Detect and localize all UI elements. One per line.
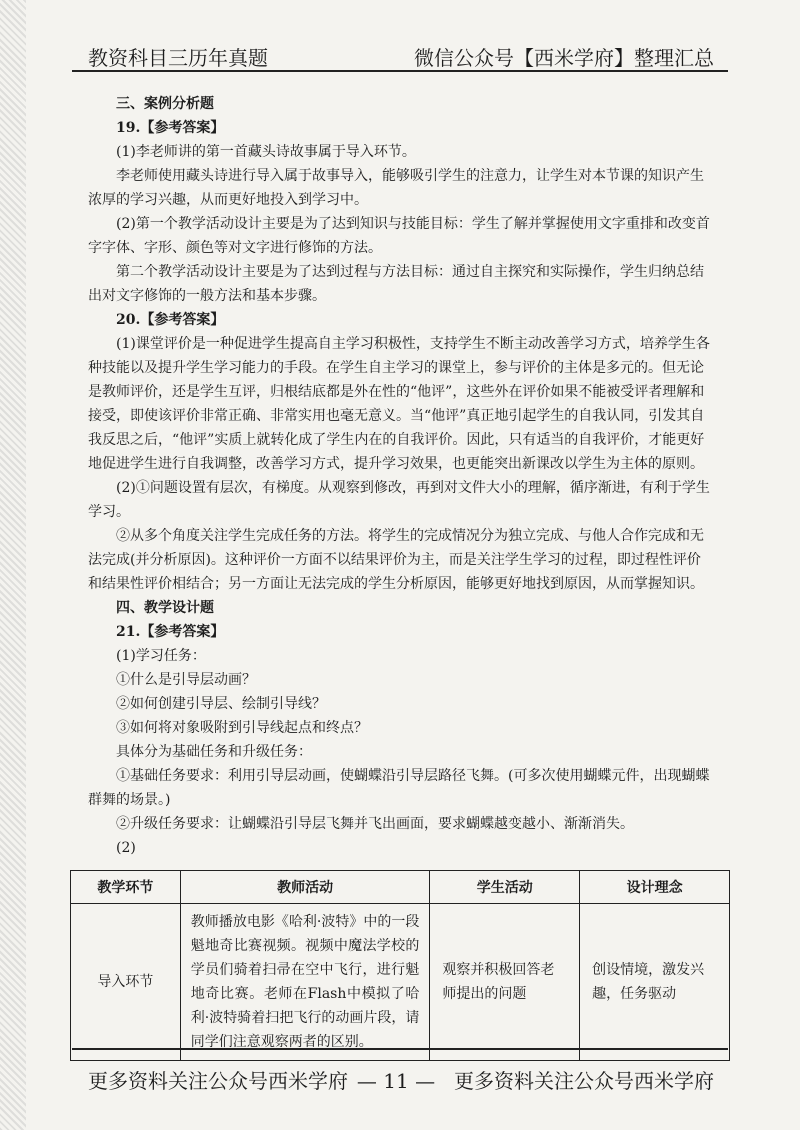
q20-paragraph-1: (1)课堂评价是一种促进学生提高自主学习积极性，支持学生不断主动改善学习方式，培养学生各种技能以及提升学生学习能力的手段。在学生自主学习的课堂上，参与评价的主体是多元的。但无论是教师评价，还是学生互评，归根结底都是外在性的“他评”，这些外在评价如果不能被受评者理解和接受，即使该评价非常正确、非常实用也毫无意义。当“他评”真正地引起学生的自我认同，引发其自我反思之后，“他评”实质上就转化成了学生内在的自我评价。因此，只有适当的自我评价，才能更好地促进学生进行自我调整，改善学习方式，提升学习效果，也更能突出新课改以学生为主体的原则。 xyxy=(88,336,710,472)
footer-right: 更多资料关注公众号西米学府 xyxy=(454,1069,714,1093)
q20-title: 20.【参考答案】 xyxy=(116,312,225,328)
cell-teacher-activity: 教师播放电影《哈利·波特》中的一段魁地奇比赛视频。视频中魔法学校的学员们骑着扫帚在空中飞行，进行魁地奇比赛。老师在Flash中模拟了哈利·波特骑着扫把飞行的动画片段，请同学们注意观察两者的区别。 xyxy=(180,904,430,1061)
section-3-title: 三、案例分析题 xyxy=(116,96,214,112)
page-header xyxy=(88,44,714,72)
q21-paragraph-6: ①基础任务要求：利用引导层动画，使蝴蝶沿引导层路径飞舞。(可多次使用蝴蝶元件，出现蝴蝶群舞的场景。) xyxy=(88,768,710,808)
teaching-design-table xyxy=(70,870,730,1061)
q19-paragraph-4: 第二个教学活动设计主要是为了达到过程与方法目标：通过自主探究和实际操作，学生归纳总结出对文字修饰的一般方法和基本步骤。 xyxy=(88,264,704,304)
col-header-teacher: 教师活动 xyxy=(180,871,430,904)
header-rule xyxy=(72,70,728,72)
page-footer xyxy=(88,1066,714,1096)
col-header-stage: 教学环节 xyxy=(71,871,181,904)
q21-paragraph-3: ②如何创建引导层、绘制引导线？ xyxy=(116,696,326,712)
col-header-student: 学生活动 xyxy=(430,871,580,904)
q19-paragraph-3: (2)第一个教学活动设计主要是为了达到知识与技能目标：学生了解并掌握使用文字重排和改变首字字体、字形、颜色等对文字进行修饰的方法。 xyxy=(88,216,710,256)
header-right: 微信公众号【西米学府】整理汇总 xyxy=(414,46,714,70)
table-header-row xyxy=(71,871,730,904)
q21-paragraph-7: ②升级任务要求：让蝴蝶沿引导层飞舞并飞出画面，要求蝴蝶越变越小、渐渐消失。 xyxy=(116,816,634,832)
q20-paragraph-3: ②从多个角度关注学生完成任务的方法。将学生的完成情况分为独立完成、与他人合作完成和无法完成(并分析原因)。这种评价一方面不以结果评价为主，而是关注学生学习的过程，即过程性评价和结果性评价相结合；另一方面让无法完成的学生分析原因，能够更好地找到原因，从而掌握知识。 xyxy=(88,528,704,592)
q19-paragraph-2: 李老师使用藏头诗进行导入属于故事导入，能够吸引学生的注意力，让学生对本节课的知识产生浓厚的学习兴趣，从而更好地投入到学习中。 xyxy=(88,168,704,208)
section-4-title: 四、教学设计题 xyxy=(116,600,214,616)
col-header-concept: 设计理念 xyxy=(580,871,730,904)
q21-paragraph-1: (1)学习任务： xyxy=(116,648,206,664)
header-left: 教资科目三历年真题 xyxy=(88,46,268,70)
q21-paragraph-4: ③如何将对象吸附到引导线起点和终点？ xyxy=(116,720,368,736)
q21-title: 21.【参考答案】 xyxy=(116,624,225,640)
cell-student-activity: 观察并积极回答老师提出的问题 xyxy=(430,904,580,1061)
q20-paragraph-2: (2)①问题设置有层次，有梯度。从观察到修改，再到对文件大小的理解，循序渐进，有利于学生学习。 xyxy=(88,480,710,520)
scan-edge xyxy=(0,0,26,1130)
page-number: — 11 — xyxy=(356,1069,436,1093)
footer-left: 更多资料关注公众号西米学府 xyxy=(88,1069,348,1093)
q21-paragraph-8: (2) xyxy=(116,840,136,856)
footer-rule xyxy=(72,1048,728,1050)
table-row xyxy=(71,904,730,1061)
cell-stage: 导入环节 xyxy=(71,904,181,1061)
q21-paragraph-5: 具体分为基础任务和升级任务： xyxy=(116,744,312,760)
document-body xyxy=(88,92,714,860)
q19-paragraph-1: (1)李老师讲的第一首藏头诗故事属于导入环节。 xyxy=(116,144,416,160)
q21-paragraph-2: ①什么是引导层动画？ xyxy=(116,672,256,688)
cell-design-concept: 创设情境，激发兴趣，任务驱动 xyxy=(580,904,730,1061)
q19-title: 19.【参考答案】 xyxy=(116,120,225,136)
